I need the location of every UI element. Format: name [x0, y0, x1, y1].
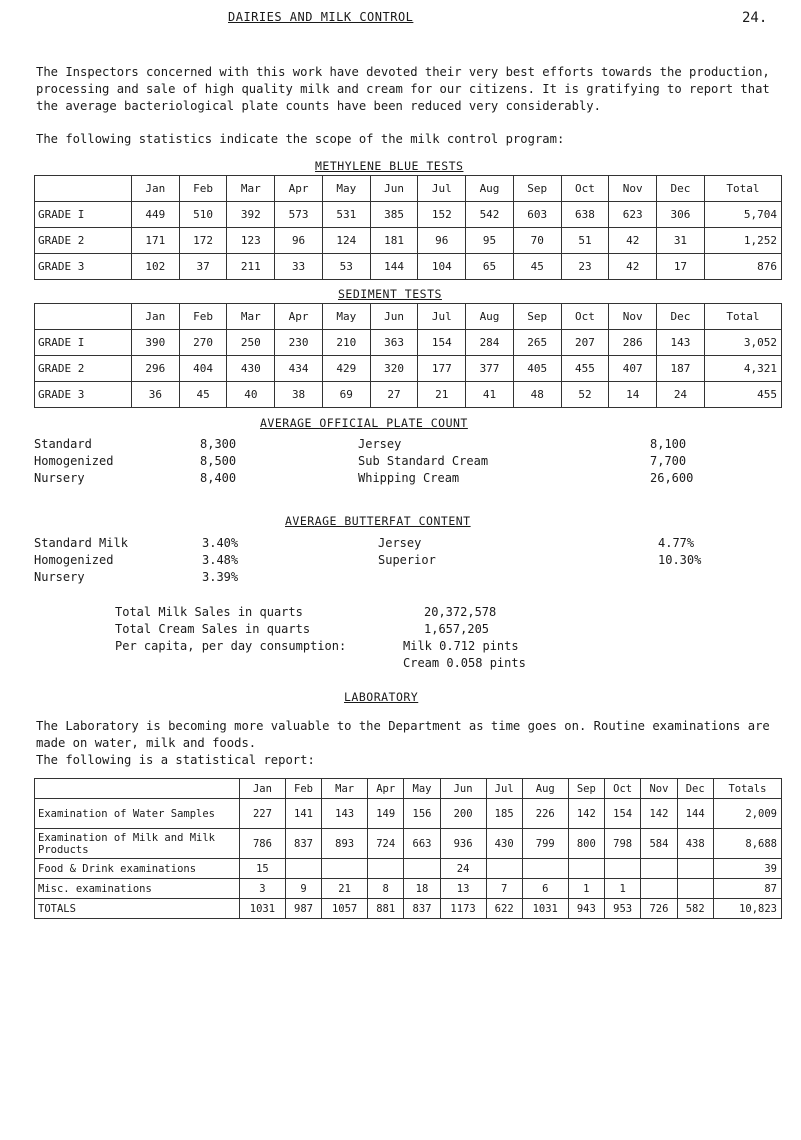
- laboratory-report-line: The following is a statistical report:: [36, 753, 315, 767]
- column-header: Sep: [568, 779, 604, 799]
- column-header: Aug: [522, 779, 568, 799]
- plate-count-right-labels: [358, 436, 558, 487]
- row-label: GRADE I: [35, 330, 132, 356]
- laboratory-paragraph: The Laboratory is becoming more valuable to the Department as time goes on. Routine examinations are made on water, milk and foods.: [36, 719, 770, 750]
- per-capita-label: Per capita, per day consumption:: [115, 639, 347, 653]
- table-cell: 893: [322, 829, 368, 859]
- table-cell: 936: [440, 829, 486, 859]
- column-header: Jul: [486, 779, 522, 799]
- table-cell: 392: [227, 202, 275, 228]
- table-cell: 377: [466, 356, 514, 382]
- plate-label: Standard: [34, 437, 92, 451]
- table-row: [35, 899, 782, 919]
- sales-values: [424, 604, 544, 638]
- table-cell: 405: [513, 356, 561, 382]
- table-cell: 143: [657, 330, 705, 356]
- table-cell: 10,823: [713, 899, 781, 919]
- table-cell: [677, 879, 713, 899]
- table-cell: 542: [466, 202, 514, 228]
- sediment-title: SEDIMENT TESTS: [338, 287, 442, 301]
- table-cell: 172: [179, 228, 227, 254]
- table-cell: 42: [609, 228, 657, 254]
- laboratory-title: LABORATORY: [344, 690, 419, 704]
- table-cell: 455: [704, 382, 781, 408]
- butterfat-label: Nursery: [34, 570, 85, 584]
- table-cell: 622: [486, 899, 522, 919]
- table-cell: 407: [609, 356, 657, 382]
- butterfat-value: 10.30%: [658, 553, 702, 567]
- table-cell: 531: [322, 202, 370, 228]
- cream-sales-value: 1,657,205: [424, 622, 490, 636]
- plate-count-right-values: [650, 436, 750, 487]
- table-cell: 21: [322, 879, 368, 899]
- per-capita-values: [403, 638, 603, 672]
- table-cell: 21: [418, 382, 466, 408]
- table-cell: 434: [275, 356, 323, 382]
- table-cell: 154: [418, 330, 466, 356]
- table-header-row: [35, 779, 782, 799]
- table-cell: 1: [568, 879, 604, 899]
- column-header: Feb: [179, 304, 227, 330]
- row-label: GRADE 2: [35, 228, 132, 254]
- table-cell: 8,688: [713, 829, 781, 859]
- table-cell: 226: [522, 799, 568, 829]
- intro-paragraph: The Inspectors concerned with this work have devoted their very best efforts towards the production, processing and sale of high quality milk and cream for our citizens. It is gratifying to report that the average bacteriological plate counts have been reduced very considerably.: [36, 65, 770, 113]
- plate-count-title: AVERAGE OFFICIAL PLATE COUNT: [260, 416, 468, 430]
- table-cell: 943: [568, 899, 604, 919]
- column-header: May: [322, 304, 370, 330]
- table-cell: 39: [713, 859, 781, 879]
- plate-value: 26,600: [650, 471, 694, 485]
- butterfat-label: Homogenized: [34, 553, 114, 567]
- table-cell: [568, 859, 604, 879]
- table-cell: 1,252: [704, 228, 781, 254]
- butterfat-value: 3.40%: [202, 536, 239, 550]
- table-cell: 837: [285, 829, 321, 859]
- table-row: [35, 799, 782, 829]
- table-cell: 152: [418, 202, 466, 228]
- table-cell: [404, 859, 440, 879]
- table-cell: 38: [275, 382, 323, 408]
- table-cell: 33: [275, 254, 323, 280]
- column-header: Oct: [604, 779, 640, 799]
- table-cell: 27: [370, 382, 418, 408]
- table-cell: 200: [440, 799, 486, 829]
- butterfat-value: 3.48%: [202, 553, 239, 567]
- page-number: 24.: [742, 10, 768, 26]
- table-cell: 1031: [240, 899, 286, 919]
- table-cell: 987: [285, 899, 321, 919]
- table-cell: [604, 859, 640, 879]
- column-header: Apr: [275, 304, 323, 330]
- column-header: Total: [704, 304, 781, 330]
- table-cell: 573: [275, 202, 323, 228]
- table-cell: 31: [657, 228, 705, 254]
- table-cell: [677, 859, 713, 879]
- butterfat-title: AVERAGE BUTTERFAT CONTENT: [285, 514, 471, 528]
- sales-labels: [115, 604, 365, 638]
- cream-sales-label: Total Cream Sales in quarts: [115, 622, 311, 636]
- table-cell: 265: [513, 330, 561, 356]
- table-cell: 3: [240, 879, 286, 899]
- table-cell: 23: [561, 254, 609, 280]
- column-header: Jan: [132, 304, 180, 330]
- table-cell: 171: [132, 228, 180, 254]
- plate-count-left-labels: [34, 436, 164, 487]
- table-cell: 786: [240, 829, 286, 859]
- table-cell: 15: [240, 859, 286, 879]
- plate-value: 8,400: [200, 471, 237, 485]
- table-cell: 455: [561, 356, 609, 382]
- table-cell: 24: [440, 859, 486, 879]
- table-cell: 798: [604, 829, 640, 859]
- plate-label: Homogenized: [34, 454, 114, 468]
- table-cell: 144: [677, 799, 713, 829]
- column-header: Totals: [713, 779, 781, 799]
- table-row: [35, 228, 782, 254]
- table-cell: 14: [609, 382, 657, 408]
- table-cell: 8: [368, 879, 404, 899]
- table-cell: 1031: [522, 899, 568, 919]
- column-header: Jul: [418, 176, 466, 202]
- methylene-blue-table: [34, 175, 782, 280]
- column-header: Jun: [440, 779, 486, 799]
- table-cell: 207: [561, 330, 609, 356]
- table-cell: 449: [132, 202, 180, 228]
- column-header: Dec: [657, 176, 705, 202]
- table-row: [35, 382, 782, 408]
- row-label: Examination of Milk and Milk Products: [35, 829, 240, 859]
- table-cell: 1: [604, 879, 640, 899]
- table-cell: 40: [227, 382, 275, 408]
- butterfat-right-values: [658, 535, 748, 569]
- table-cell: 96: [418, 228, 466, 254]
- butterfat-label: Jersey: [378, 536, 422, 550]
- table-cell: 726: [641, 899, 677, 919]
- column-header: Nov: [609, 176, 657, 202]
- row-label: TOTALS: [35, 899, 240, 919]
- per-capita-cream: Cream 0.058 pints: [403, 656, 526, 670]
- butterfat-label: Superior: [378, 553, 436, 567]
- table-cell: 270: [179, 330, 227, 356]
- column-header: Total: [704, 176, 781, 202]
- table-cell: 876: [704, 254, 781, 280]
- table-cell: 45: [179, 382, 227, 408]
- column-header: Nov: [641, 779, 677, 799]
- column-header: Jun: [370, 176, 418, 202]
- table-cell: 404: [179, 356, 227, 382]
- table-cell: 230: [275, 330, 323, 356]
- column-header: [35, 176, 132, 202]
- butterfat-value: 3.39%: [202, 570, 239, 584]
- table-cell: 52: [561, 382, 609, 408]
- table-cell: [486, 859, 522, 879]
- table-cell: 143: [322, 799, 368, 829]
- table-cell: 6: [522, 879, 568, 899]
- row-label: GRADE I: [35, 202, 132, 228]
- table-cell: 87: [713, 879, 781, 899]
- column-header: Oct: [561, 176, 609, 202]
- plate-value: 8,300: [200, 437, 237, 451]
- table-cell: 187: [657, 356, 705, 382]
- table-cell: 210: [322, 330, 370, 356]
- column-header: Aug: [466, 304, 514, 330]
- table-cell: 95: [466, 228, 514, 254]
- table-cell: 250: [227, 330, 275, 356]
- table-cell: 17: [657, 254, 705, 280]
- table-cell: 96: [275, 228, 323, 254]
- column-header: May: [322, 176, 370, 202]
- table-cell: 837: [404, 899, 440, 919]
- table-cell: 385: [370, 202, 418, 228]
- butterfat-left-values: [202, 535, 282, 586]
- row-label: Examination of Water Samples: [35, 799, 240, 829]
- table-cell: 320: [370, 356, 418, 382]
- table-cell: [368, 859, 404, 879]
- table-row: [35, 254, 782, 280]
- row-label: Misc. examinations: [35, 879, 240, 899]
- table-cell: 430: [227, 356, 275, 382]
- column-header: Aug: [466, 176, 514, 202]
- table-cell: 70: [513, 228, 561, 254]
- table-cell: 9: [285, 879, 321, 899]
- laboratory-table: [34, 778, 782, 919]
- table-cell: 181: [370, 228, 418, 254]
- plate-value: 8,500: [200, 454, 237, 468]
- table-cell: 42: [609, 254, 657, 280]
- plate-label: Jersey: [358, 437, 402, 451]
- plate-value: 8,100: [650, 437, 687, 451]
- column-header: Dec: [677, 779, 713, 799]
- column-header: Jun: [370, 304, 418, 330]
- table-cell: 149: [368, 799, 404, 829]
- table-cell: 45: [513, 254, 561, 280]
- column-header: Jan: [132, 176, 180, 202]
- table-cell: 363: [370, 330, 418, 356]
- table-cell: 390: [132, 330, 180, 356]
- table-cell: 306: [657, 202, 705, 228]
- table-cell: 438: [677, 829, 713, 859]
- table-cell: 3,052: [704, 330, 781, 356]
- column-header: Oct: [561, 304, 609, 330]
- plate-label: Whipping Cream: [358, 471, 460, 485]
- table-cell: 584: [641, 829, 677, 859]
- table-cell: 430: [486, 829, 522, 859]
- column-header: Sep: [513, 304, 561, 330]
- plate-value: 7,700: [650, 454, 687, 468]
- table-cell: 582: [677, 899, 713, 919]
- plate-label: Nursery: [34, 471, 85, 485]
- intro-stats-line: The following statistics indicate the scope of the milk control program:: [36, 132, 565, 146]
- table-cell: 36: [132, 382, 180, 408]
- methylene-title: METHYLENE BLUE TESTS: [315, 159, 464, 173]
- table-cell: [641, 879, 677, 899]
- column-header: Dec: [657, 304, 705, 330]
- table-cell: 144: [370, 254, 418, 280]
- table-cell: 13: [440, 879, 486, 899]
- table-cell: 1057: [322, 899, 368, 919]
- table-cell: 7: [486, 879, 522, 899]
- butterfat-right-labels: [378, 535, 528, 569]
- table-cell: 638: [561, 202, 609, 228]
- table-cell: 800: [568, 829, 604, 859]
- butterfat-left-labels: [34, 535, 184, 586]
- table-cell: 1173: [440, 899, 486, 919]
- column-header: Sep: [513, 176, 561, 202]
- table-cell: 284: [466, 330, 514, 356]
- table-cell: 142: [641, 799, 677, 829]
- table-cell: 663: [404, 829, 440, 859]
- table-cell: [522, 859, 568, 879]
- table-cell: 124: [322, 228, 370, 254]
- table-row: [35, 859, 782, 879]
- column-header: [35, 779, 240, 799]
- table-cell: 623: [609, 202, 657, 228]
- table-cell: 53: [322, 254, 370, 280]
- table-cell: 881: [368, 899, 404, 919]
- table-cell: 154: [604, 799, 640, 829]
- table-cell: 24: [657, 382, 705, 408]
- column-header: May: [404, 779, 440, 799]
- table-cell: 953: [604, 899, 640, 919]
- table-cell: 4,321: [704, 356, 781, 382]
- butterfat-value: 4.77%: [658, 536, 695, 550]
- column-header: Mar: [227, 176, 275, 202]
- table-cell: 102: [132, 254, 180, 280]
- row-label: GRADE 3: [35, 382, 132, 408]
- column-header: Feb: [285, 779, 321, 799]
- per-capita-milk: Milk 0.712 pints: [403, 639, 519, 653]
- table-cell: 296: [132, 356, 180, 382]
- milk-sales-value: 20,372,578: [424, 605, 497, 619]
- column-header: [35, 304, 132, 330]
- milk-sales-label: Total Milk Sales in quarts: [115, 605, 303, 619]
- table-cell: 724: [368, 829, 404, 859]
- column-header: Jan: [240, 779, 286, 799]
- table-cell: 18: [404, 879, 440, 899]
- table-cell: 65: [466, 254, 514, 280]
- table-header-row: [35, 176, 782, 202]
- table-cell: [641, 859, 677, 879]
- table-cell: 429: [322, 356, 370, 382]
- table-cell: [322, 859, 368, 879]
- table-cell: [285, 859, 321, 879]
- column-header: Jul: [418, 304, 466, 330]
- table-cell: 799: [522, 829, 568, 859]
- table-cell: 41: [466, 382, 514, 408]
- table-cell: 123: [227, 228, 275, 254]
- table-cell: 2,009: [713, 799, 781, 829]
- table-header-row: [35, 304, 782, 330]
- table-cell: 142: [568, 799, 604, 829]
- row-label: Food & Drink examinations: [35, 859, 240, 879]
- table-cell: 48: [513, 382, 561, 408]
- page-header-title: DAIRIES AND MILK CONTROL: [228, 10, 414, 24]
- table-row: [35, 879, 782, 899]
- column-header: Mar: [227, 304, 275, 330]
- table-cell: 177: [418, 356, 466, 382]
- table-cell: 510: [179, 202, 227, 228]
- table-row: [35, 829, 782, 859]
- plate-label: Sub Standard Cream: [358, 454, 489, 468]
- table-cell: 185: [486, 799, 522, 829]
- row-label: GRADE 2: [35, 356, 132, 382]
- table-cell: 156: [404, 799, 440, 829]
- column-header: Apr: [275, 176, 323, 202]
- table-cell: 69: [322, 382, 370, 408]
- column-header: Apr: [368, 779, 404, 799]
- table-cell: 51: [561, 228, 609, 254]
- column-header: Mar: [322, 779, 368, 799]
- table-row: [35, 330, 782, 356]
- table-row: [35, 202, 782, 228]
- plate-count-left-values: [200, 436, 290, 487]
- table-cell: 104: [418, 254, 466, 280]
- column-header: Nov: [609, 304, 657, 330]
- table-cell: 603: [513, 202, 561, 228]
- table-cell: 227: [240, 799, 286, 829]
- sediment-table: [34, 303, 782, 408]
- table-cell: 286: [609, 330, 657, 356]
- row-label: GRADE 3: [35, 254, 132, 280]
- table-cell: 5,704: [704, 202, 781, 228]
- table-cell: 211: [227, 254, 275, 280]
- table-cell: 37: [179, 254, 227, 280]
- table-cell: 141: [285, 799, 321, 829]
- table-row: [35, 356, 782, 382]
- column-header: Feb: [179, 176, 227, 202]
- butterfat-label: Standard Milk: [34, 536, 128, 550]
